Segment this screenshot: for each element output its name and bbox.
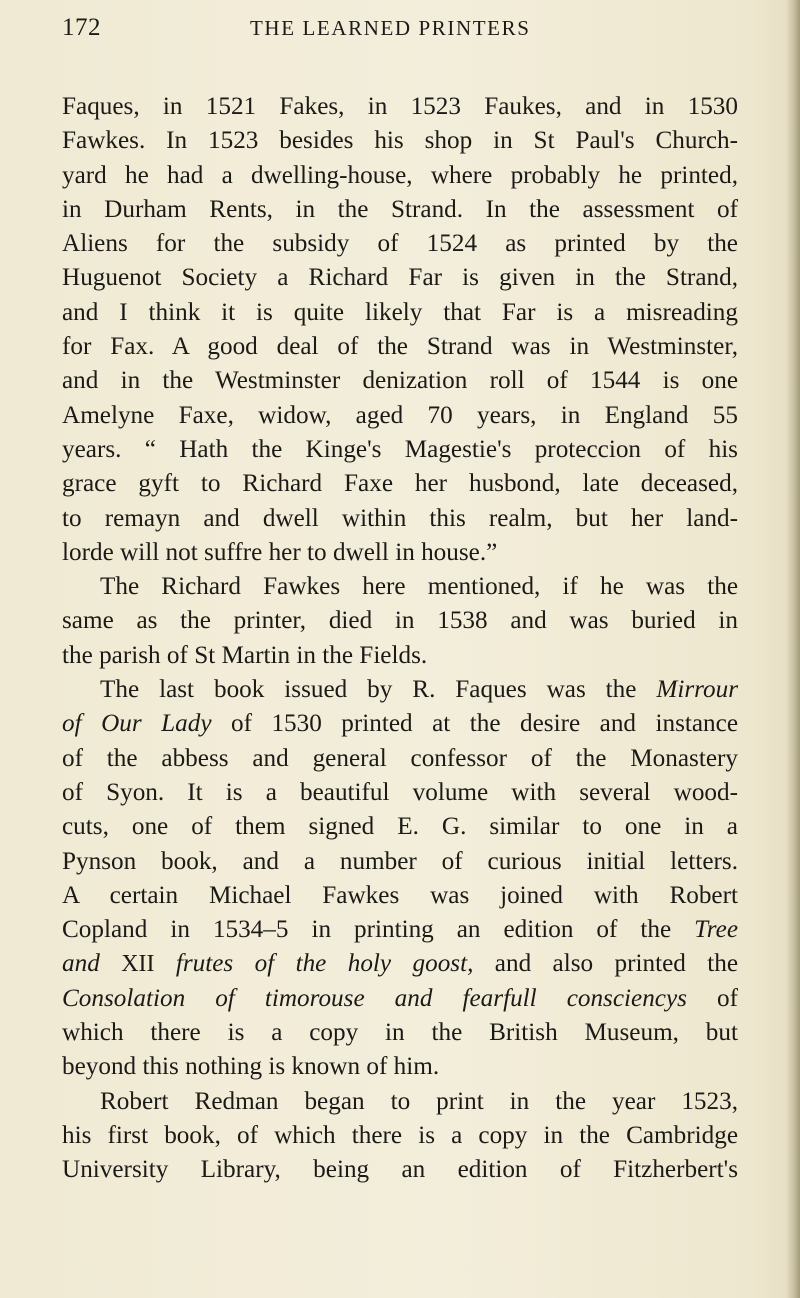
paragraph-1: [62, 90, 738, 570]
text-line: his first book, of which there is a copy in the Cambridge: [62, 1121, 738, 1149]
text-line: beyond this nothing is known of him.: [62, 1053, 440, 1081]
text-line: years. “ Hath the Kinge's Magestie's proteccion of his: [62, 435, 738, 463]
text-run: of 1530 printed at the desire and instance: [231, 710, 739, 738]
text-line: yard he had a dwelling-house, where probably he printed,: [62, 161, 738, 189]
book-title-italic: frutes of the holy goost,: [175, 950, 474, 978]
paragraph-2: [62, 570, 738, 673]
text-line: of the abbess and general confessor of the Monastery: [62, 744, 738, 772]
text-line: Faques, in 1521 Fakes, in 1523 Faukes, and in 1530: [62, 93, 738, 120]
roman-numeral: XII: [121, 951, 155, 978]
text-line: Huguenot Society a Richard Far is given in the Strand,: [62, 264, 738, 292]
page-gutter-shadow: [786, 0, 800, 1298]
text-line: Pynson book, and a number of curious initial letters.: [62, 847, 738, 875]
book-title-italic: and: [62, 950, 100, 978]
text-line: Fawkes. In 1523 besides his shop in St Paul's Church-: [62, 127, 738, 155]
book-title-italic: Consolation of timorouse and fearfull consciencys: [62, 984, 687, 1012]
text-line: [62, 982, 738, 1016]
text-line: for Fax. A good deal of the Strand was in Westminster,: [62, 333, 738, 361]
text-line: [62, 947, 738, 981]
text-run: Copland in 1534–5 in printing an edition of the: [62, 916, 672, 944]
book-title-italic: Mirrour: [656, 676, 738, 704]
text-line: the parish of St Martin in the Fields.: [62, 641, 428, 669]
running-head: [62, 14, 762, 54]
text-line: [62, 707, 738, 741]
text-line: to remayn and dwell within this realm, but her land-: [62, 504, 738, 532]
text-run: The last book issued by R. Faques was the: [100, 676, 637, 704]
text-line: grace gyft to Richard Faxe her husbond, late deceased,: [62, 470, 738, 498]
text-line: The Richard Fawkes here mentioned, if he was the: [100, 573, 738, 601]
text-line: cuts, one of them signed E. G. similar to one in a: [62, 813, 738, 841]
book-title-italic: Tree: [694, 916, 738, 944]
text-line: Aliens for the subsidy of 1524 as printed by the: [62, 230, 738, 258]
paragraph-4: [62, 1085, 738, 1188]
text-line: and in the Westminster denization roll of 1544 is one: [62, 367, 738, 395]
paragraph-3: [62, 673, 738, 1085]
body-text: [62, 90, 738, 1188]
text-line: Amelyne Faxe, widow, aged 70 years, in England 55: [62, 401, 738, 429]
text-run: of: [717, 984, 738, 1012]
text-line: University Library, being an edition of Fitzherbert's: [62, 1156, 738, 1184]
page-number: 172: [62, 14, 101, 41]
running-title: THE LEARNED PRINTERS: [250, 16, 531, 40]
text-line: which there is a copy in the British Museum, but: [62, 1019, 738, 1047]
text-line: and I think it is quite likely that Far is a misreading: [62, 298, 738, 326]
text-line: A certain Michael Fawkes was joined with Robert: [62, 881, 738, 909]
text-line: in Durham Rents, in the Strand. In the assessment of: [62, 195, 738, 223]
text-line: same as the printer, died in 1538 and was buried in: [62, 607, 738, 635]
text-line: [62, 913, 738, 947]
text-line: of Syon. It is a beautiful volume with several wood-: [62, 778, 738, 806]
text-line: [62, 673, 738, 707]
text-line: Robert Redman began to print in the year 1523,: [100, 1087, 738, 1115]
text-line: lorde will not suffre her to dwell in house.”: [62, 538, 498, 566]
book-title-italic: of Our Lady: [62, 710, 212, 738]
text-run: and also printed the: [494, 950, 739, 978]
